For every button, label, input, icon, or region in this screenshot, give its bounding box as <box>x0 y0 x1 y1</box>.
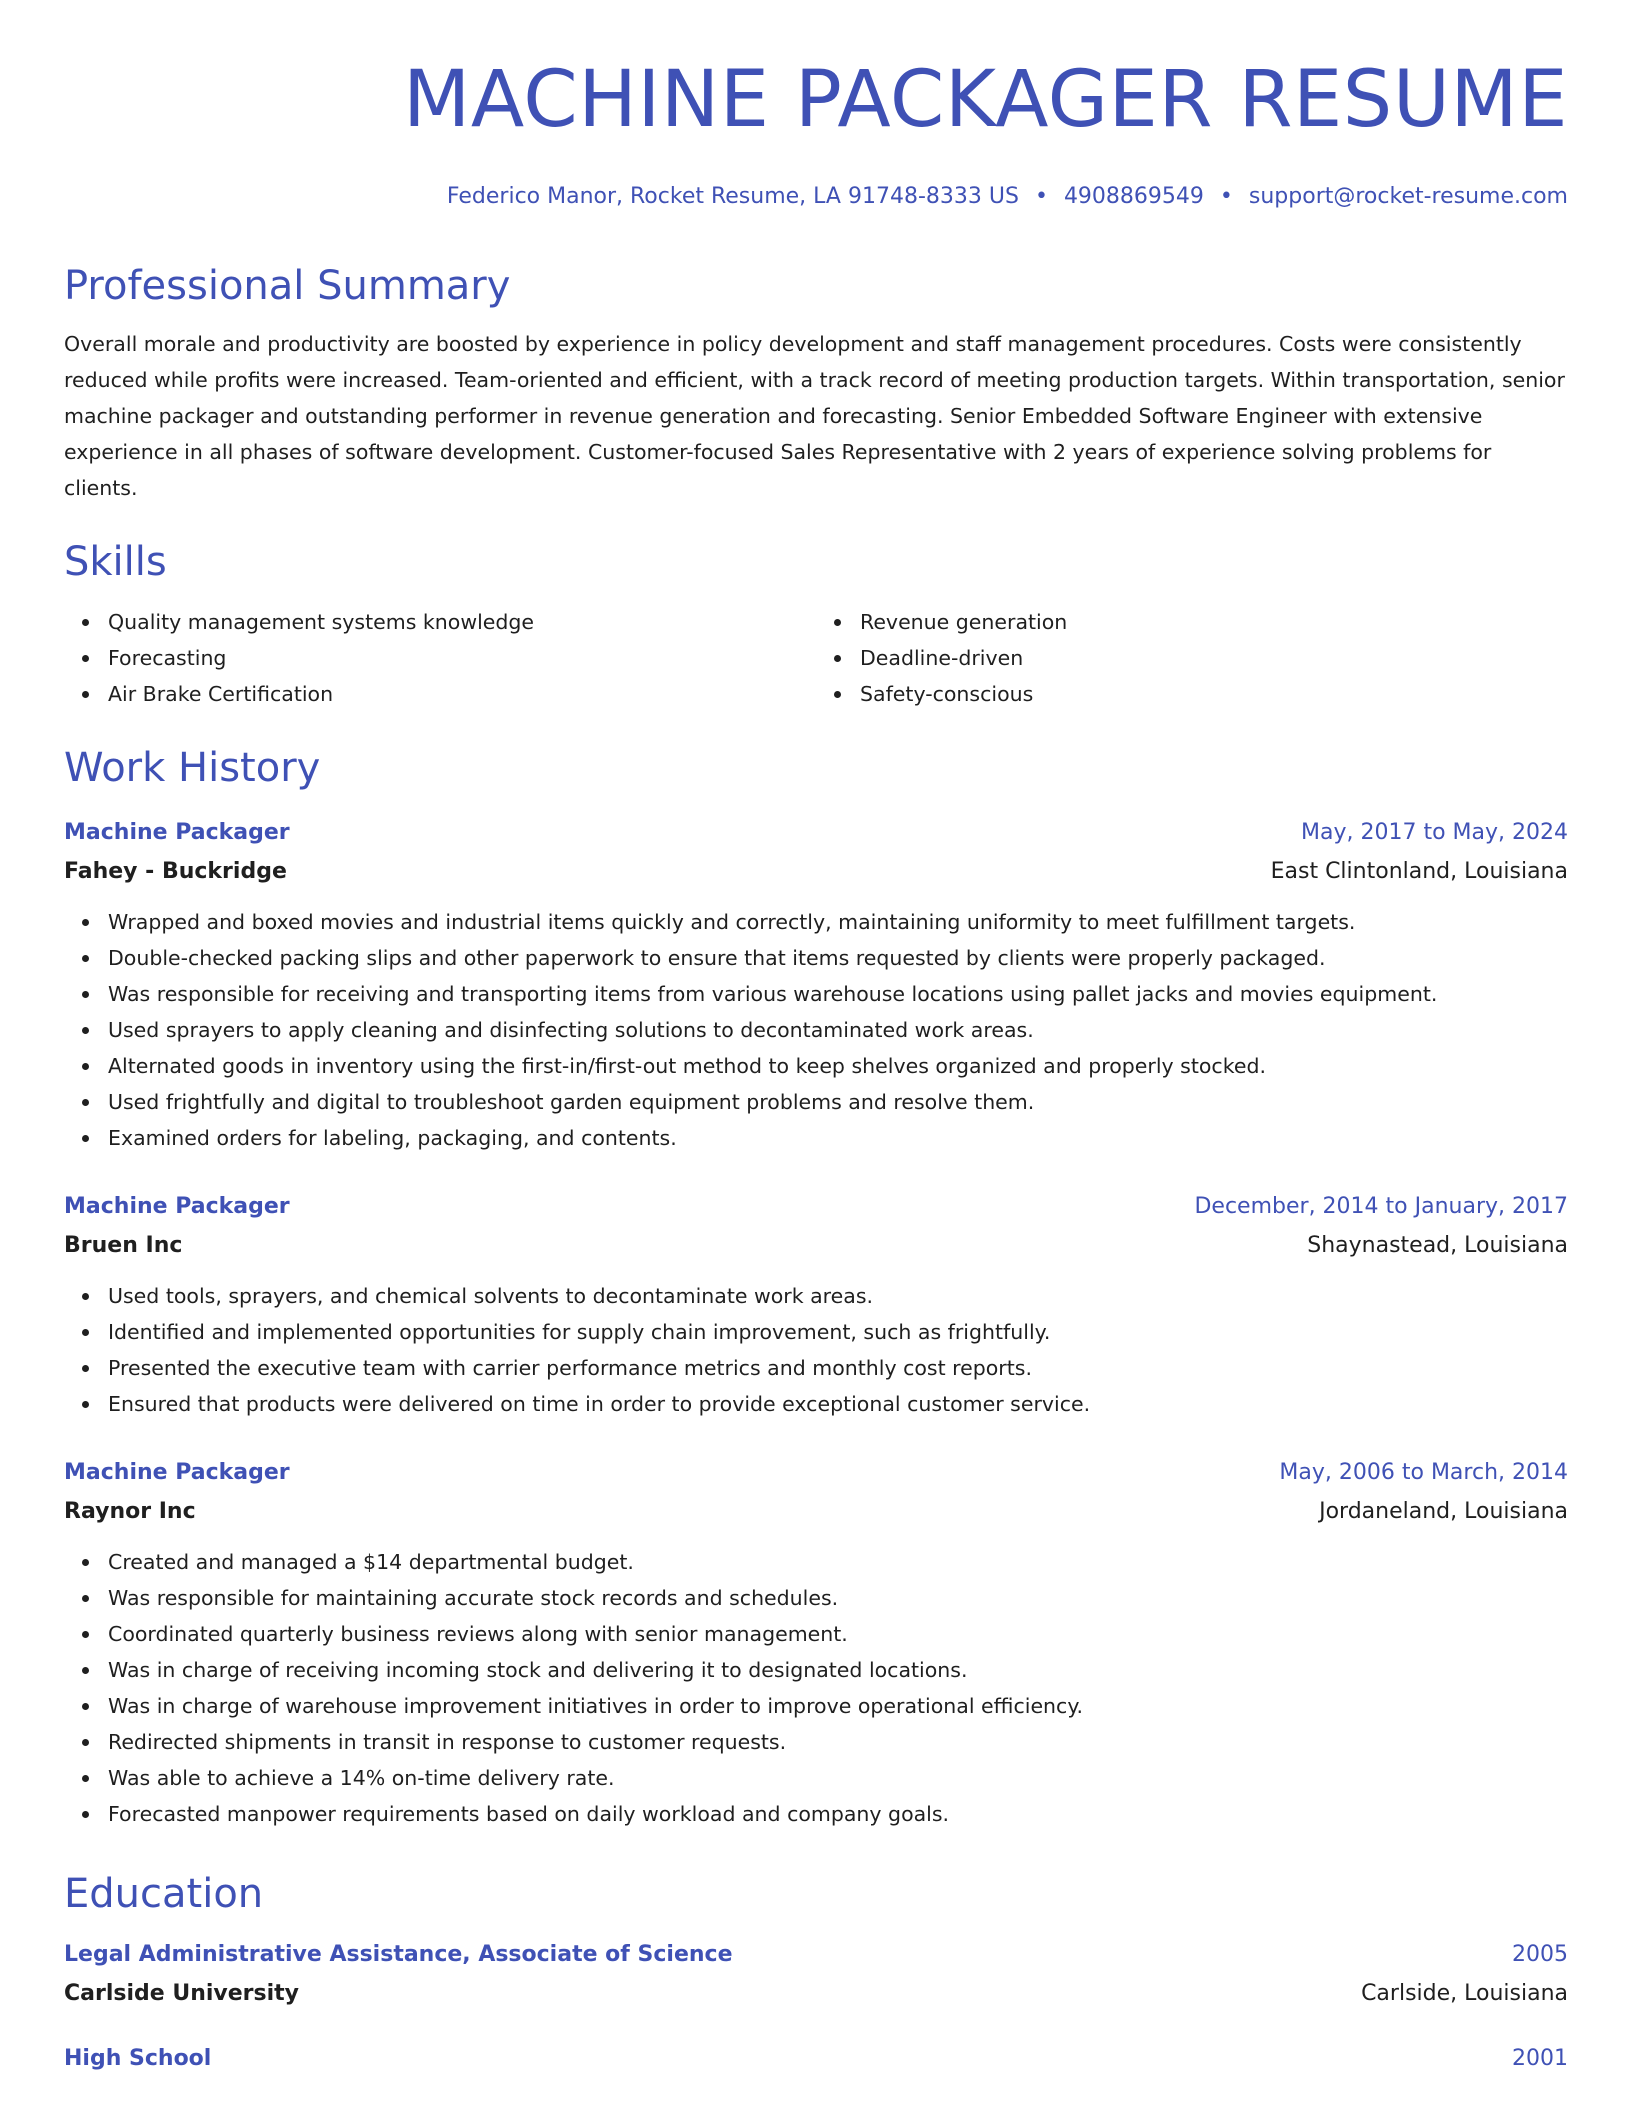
job-bullet: Was in charge of warehouse improvement initiatives in order to improve operational efficiency. <box>108 1688 1568 1724</box>
education-location: Carlside, Louisiana <box>1361 1981 1568 2006</box>
contact-email: support@rocket-resume.com <box>1248 184 1568 209</box>
job-company: Bruen Inc <box>64 1233 183 1258</box>
job-bullets <box>64 904 1568 1156</box>
education-degree: Legal Administrative Assistance, Associate of Science <box>64 1942 733 1967</box>
contact-address: Federico Manor, Rocket Resume, LA 91748-8333 US <box>446 184 1019 209</box>
education-year: 2001 <box>1512 2046 1568 2071</box>
job-bullet: Ensured that products were delivered on time in order to provide exceptional customer service. <box>108 1386 1568 1422</box>
job-bullets <box>64 1544 1568 1832</box>
education-header <box>64 2040 1568 2078</box>
job-company: Fahey - Buckridge <box>64 859 287 884</box>
skill-item: Safety-conscious <box>860 676 1568 712</box>
contact-separator: • <box>1219 184 1233 209</box>
job-subheader <box>64 1492 1568 1532</box>
skill-item: Quality management systems knowledge <box>108 604 816 640</box>
job-header <box>64 814 1568 852</box>
education-entry <box>64 2040 1568 2078</box>
job-title: Machine Packager <box>64 820 290 845</box>
education-entry <box>64 1936 1568 2014</box>
education-degree: High School <box>64 2046 212 2071</box>
education-year: 2005 <box>1512 1942 1568 1967</box>
job-dates: May, 2006 to March, 2014 <box>1279 1460 1568 1485</box>
job-company: Raynor Inc <box>64 1499 196 1524</box>
job-location: East Clintonland, Louisiana <box>1270 859 1568 884</box>
section-heading-summary: Professional Summary <box>64 263 511 309</box>
skill-item: Deadline-driven <box>860 640 1568 676</box>
job-entry <box>64 814 1568 1156</box>
education-subheader <box>64 1974 1568 2014</box>
job-bullet: Used frightfully and digital to troubleshoot garden equipment problems and resolve them. <box>108 1084 1568 1120</box>
job-bullets <box>64 1278 1568 1422</box>
education-school: Carlside University <box>64 1981 300 2006</box>
job-bullet: Wrapped and boxed movies and industrial items quickly and correctly, maintaining uniformity to meet fulfillment targets. <box>108 904 1568 940</box>
job-bullet: Presented the executive team with carrier performance metrics and monthly cost reports. <box>108 1350 1568 1386</box>
section-heading-skills: Skills <box>64 539 167 585</box>
job-entry <box>64 1188 1568 1422</box>
job-dates: May, 2017 to May, 2024 <box>1301 820 1568 845</box>
job-bullet: Was in charge of receiving incoming stock and delivering it to designated locations. <box>108 1652 1568 1688</box>
job-dates: December, 2014 to January, 2017 <box>1194 1194 1568 1219</box>
job-location: Shaynastead, Louisiana <box>1307 1233 1568 1258</box>
education-header <box>64 1936 1568 1974</box>
contact-separator: • <box>1034 184 1048 209</box>
section-heading-work-history: Work History <box>64 745 321 791</box>
job-bullet: Forecasted manpower requirements based on daily workload and company goals. <box>108 1796 1568 1832</box>
skills-column-left <box>64 604 816 712</box>
job-bullet: Was responsible for maintaining accurate stock records and schedules. <box>108 1580 1568 1616</box>
skills-column-right <box>816 604 1568 712</box>
skill-item: Revenue generation <box>860 604 1568 640</box>
job-bullet: Used sprayers to apply cleaning and disinfecting solutions to decontaminated work areas. <box>108 1012 1568 1048</box>
job-entry <box>64 1454 1568 1832</box>
job-title: Machine Packager <box>64 1194 290 1219</box>
job-bullet: Used tools, sprayers, and chemical solvents to decontaminate work areas. <box>108 1278 1568 1314</box>
summary-text: Overall morale and productivity are boosted by experience in policy development and staff management procedures. Costs were consistently reduced while profits were increased. Team-oriented and efficient, with a track record of meeting production targets. Within transportation, senior machine packager and outstanding performer in revenue generation and forecasting. Senior Embedded Software Engineer with extensive experience in all phases of software development. Customer-focused Sales Representative with 2 years of experience solving problems for clients. <box>64 332 1565 500</box>
job-bullet: Was responsible for receiving and transporting items from various warehouse locations using pallet jacks and movies equipment. <box>108 976 1568 1012</box>
job-bullet: Double-checked packing slips and other paperwork to ensure that items requested by clients were properly packaged. <box>108 940 1568 976</box>
job-header <box>64 1454 1568 1492</box>
contact-line <box>64 182 1568 212</box>
job-location: Jordaneland, Louisiana <box>1319 1499 1568 1524</box>
job-header <box>64 1188 1568 1226</box>
job-bullet: Coordinated quarterly business reviews along with senior management. <box>108 1616 1568 1652</box>
job-bullet: Alternated goods in inventory using the first-in/first-out method to keep shelves organized and properly stocked. <box>108 1048 1568 1084</box>
skills-list <box>64 604 1568 712</box>
skill-item: Air Brake Certification <box>108 676 816 712</box>
contact-phone: 4908869549 <box>1063 184 1204 209</box>
job-bullet: Redirected shipments in transit in response to customer requests. <box>108 1724 1568 1760</box>
job-subheader <box>64 852 1568 892</box>
job-bullet: Was able to achieve a 14% on-time delivery rate. <box>108 1760 1568 1796</box>
job-subheader <box>64 1226 1568 1266</box>
job-bullet: Created and managed a $14 departmental budget. <box>108 1544 1568 1580</box>
section-heading-education: Education <box>64 1871 264 1917</box>
job-title: Machine Packager <box>64 1460 290 1485</box>
resume-title: MACHINE PACKAGER RESUME <box>403 55 1568 145</box>
job-bullet: Examined orders for labeling, packaging, and contents. <box>108 1120 1568 1156</box>
job-bullet: Identified and implemented opportunities for supply chain improvement, such as frightfully. <box>108 1314 1568 1350</box>
skill-item: Forecasting <box>108 640 816 676</box>
